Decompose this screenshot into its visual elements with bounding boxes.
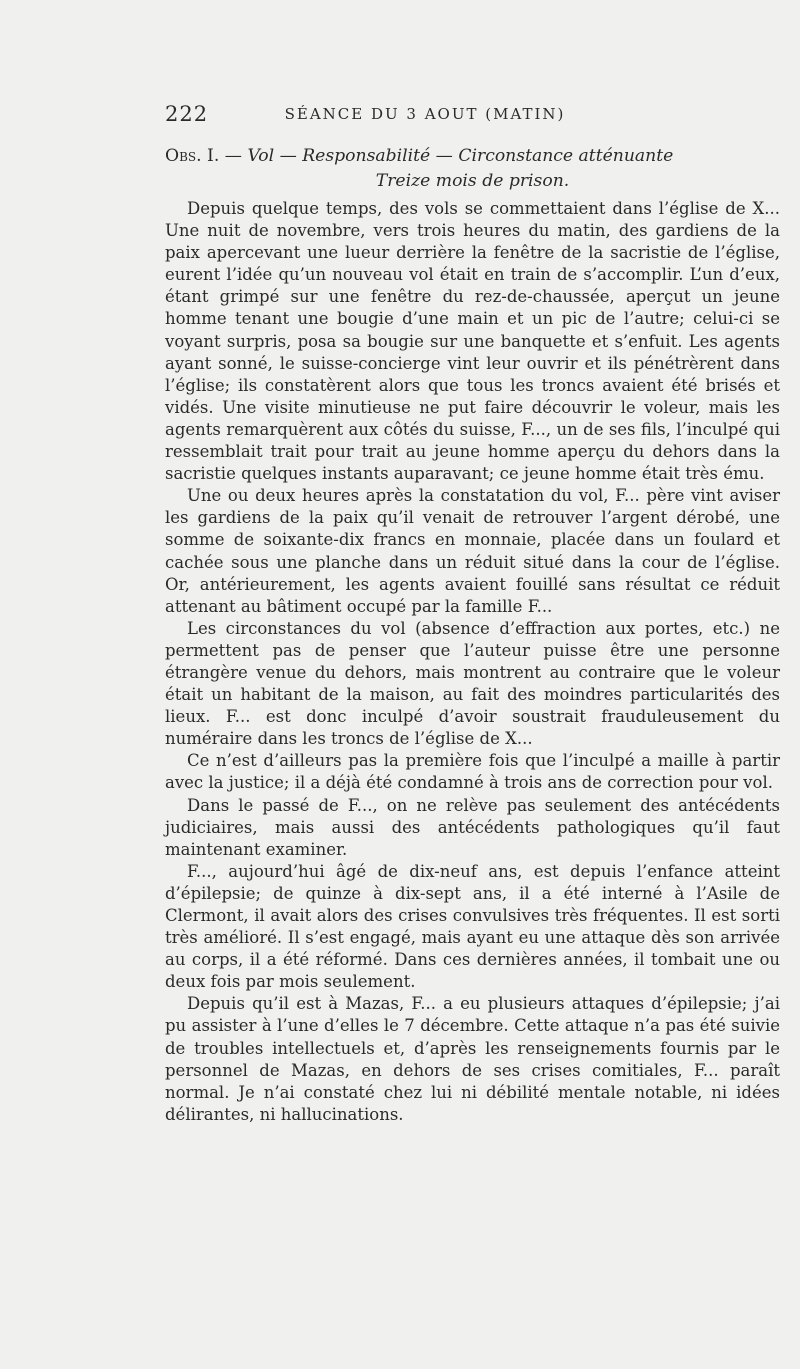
paragraph: Dans le passé de F..., on ne relève pas seulement des antécédents judiciaires, mais aussi des antécédents pathologiques qu’il faut maintenant examiner. [165, 795, 780, 859]
paragraph: Les circonstances du vol (absence d’effraction aux portes, etc.) ne permettent pas de penser que l’auteur puisse être une personne étrangère venue du dehors, mais montrent au contraire que le voleur était un habitant de la maison, au fait des moindres particularités des lieux. F... est donc inculpé d’avoir soustrait frauduleusement du numéraire dans les troncs de l’église de X... [165, 618, 780, 749]
page-number: 222 [165, 102, 209, 126]
title-heading-1: Vol — Responsabilité — Circonstance atténuante [247, 146, 674, 166]
title-heading-2: Treize mois de prison. [375, 171, 570, 191]
paragraph: Ce n’est d’ailleurs pas la première fois que l’inculpé a maille à partir avec la justice; il a déjà été condamné à trois ans de correction pour vol. [165, 751, 780, 793]
running-head: SÉANCE DU 3 AOUT (MATIN) [284, 105, 566, 123]
paragraph: Depuis qu’il est à Mazas, F... a eu plusieurs attaques d’épilepsie; j’ai pu assister à l’une d’elles le 7 décembre. Cette attaque n’a pas été suivie de troubles intellectuels et, d’après les renseignements fournis par le personnel de Mazas, en dehors de ses crises comitiales, F... paraît normal. Je n’ai constaté chez lui ni débilité mentale notable, ni idées délirantes, ni hallucinations. [165, 994, 780, 1124]
paragraph: Depuis quelque temps, des vols se commettaient dans l’église de X... Une nuit de novembre, vers trois heures du matin, des gardiens de la paix apercevant une lueur derrière la fenêtre de la sacristie de l’église, eurent l’idée qu’un nouveau vol était en train de s’accomplir. L’un d’eux, étant grimpé sur une fenêtre du rez-de-chaussée, aperçut un jeune homme tenant une bougie d’une main et un pic de l’autre; celui-ci se voyant surpris, posa sa bougie sur une banquette et s’enfuit. Les agents ayant sonné, le suisse-concierge vint leur ouvrir et ils pénétrèrent dans l’église; ils constatèrent alors que tous les troncs avaient été brisés et vidés. Une visite minutieuse ne put faire découvrir le voleur, mais les agents remarquèrent aux côtés du suisse, F..., un de ses fils, l’inculpé qui ressemblait trait pour trait au jeune homme aperçu du dehors dans la sacristie quelques instants auparavant; ce jeune homme était très ému. [165, 199, 780, 484]
title-line-1 [165, 144, 780, 169]
body-text [165, 198, 780, 1126]
title-separator: — [219, 146, 248, 166]
paragraph: Une ou deux heures après la constatation du vol, F... père vint aviser les gardiens de la paix qu’il venait de retrouver l’argent dérobé, une somme de soixante-dix francs en monnaie, placée dans un foulard et cachée sous une planche dans un réduit situé dans la cour de l’église. Or, antérieurement, les agents avaient fouillé sans résultat ce réduit attenant au bâtiment occupé par la famille F... [165, 486, 780, 616]
observation-label: Obs. I. [165, 146, 220, 166]
observation-title [165, 144, 780, 194]
paragraph: F..., aujourd’hui âgé de dix-neuf ans, est depuis l’enfance atteint d’épilepsie; de quinze à dix-sept ans, il a été interné à l’Asile de Clermont, il avait alors des crises convulsives très fréquentes. Il est sorti très amélioré. Il s’est engagé, mais ayant eu une attaque dès son arrivée au corps, il a été réformé. Dans ces dernières années, il tombait une ou deux fois par mois seulement. [165, 861, 780, 992]
page-header [165, 102, 685, 126]
